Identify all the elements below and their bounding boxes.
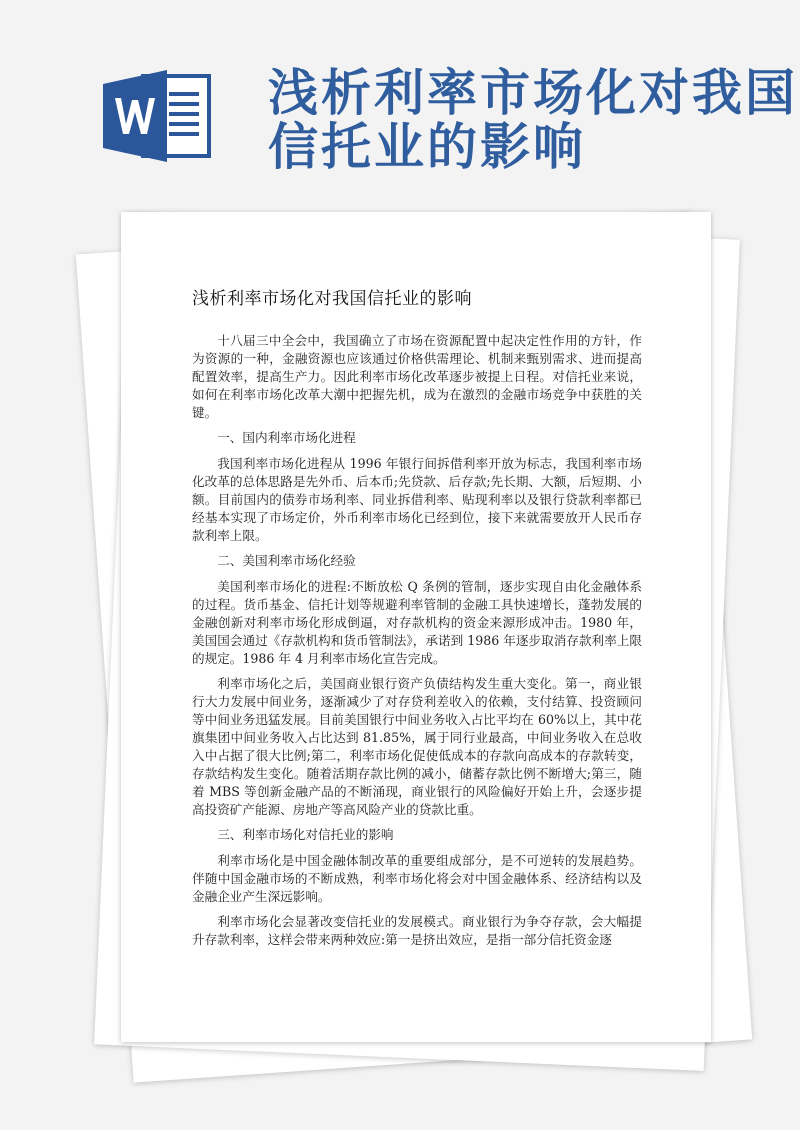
paragraph: 利率市场化会显著改变信托业的发展模式。商业银行为争夺存款，会大幅提升存款利率，这样会带来两种效应:第一是挤出效应，是指一部分信托资金逐: [192, 914, 642, 947]
document-page: [121, 212, 711, 1042]
document-body: [192, 332, 642, 956]
banner-title-line2: 信托业的影响: [268, 117, 586, 176]
paragraph: 我国利率市场化进程从 1996 年银行间拆借利率开放为标志，我国利率市场化改革的总体思路是先外币、后本币;先贷款、后存款;先长期、大额，后短期、小额。目前国内的债券市场利率、同业拆借利率、贴现利率以及银行贷款利率都已经基本实现了市场定价，外币利率市场化已经到位，接下来就需要放开人民币存款利率上限。: [192, 456, 642, 543]
section-heading: 二、美国利率市场化经验: [217, 553, 356, 568]
paragraph: 利率市场化是中国金融体制改革的重要组成部分，是不可逆转的发展趋势。伴随中国金融市场的不断成熟，利率市场化将会对中国金融体系、经济结构以及金融企业产生深远影响。: [192, 853, 642, 904]
word-document-icon: [103, 70, 215, 162]
header-banner: [0, 0, 800, 200]
section-heading: 三、利率市场化对信托业的影响: [217, 827, 394, 842]
paragraph: 十八届三中全会中，我国确立了市场在资源配置中起决定性作用的方针，作为资源的一种，金融资源也应该通过价格供需理论、机制来甄别需求、进而提高配置效率，提高生产力。因此利率市场化改革逐步被提上日程。对信托业来说，如何在利率市场化改革大潮中把握先机，成为在激烈的金融市场竞争中获胜的关键。: [192, 333, 642, 420]
paragraph: 美国利率市场化的进程:不断放松 Q 条例的管制，逐步实现自由化金融体系的过程。货币基金、信托计划等规避利率管制的金融工具快速增长，蓬勃发展的金融创新对利率市场化形成倒逼，对存款机构的资金来源形成冲击。1980 年，美国国会通过《存款机构和货币管制法》，承诺到 1986 年逐步取消存款利率上限的规定。1986 年 4 月利率市场化宣告完成。: [192, 579, 642, 666]
banner-title-line1: 浅析利率市场化对我国: [268, 63, 798, 122]
section-heading: 一、国内利率市场化进程: [217, 430, 356, 445]
document-title: 浅析利率市场化对我国信托业的影响: [192, 289, 472, 309]
paragraph: 利率市场化之后，美国商业银行资产负债结构发生重大变化。第一，商业银行大力发展中间业务，逐渐减少了对存贷利差收入的依赖，支付结算、投资顾问等中间业务迅猛发展。目前美国银行中间业务收入占比平均在 60%以上，其中花旗集团中间业务收入占比达到 81.85%，属于同行业最高，中间业务收入在总收入中占据了很大比例;第二，利率市场化促使低成本的存款向高成本的存款转变，存款结构发生变化。随着活期存款比例的减小，储蓄存款比例不断增大;第三，随着 MBS 等创新金融产品的不断涌现，商业银行的风险偏好开始上升，会逐步提高投资矿产能源、房地产等高风险产业的贷款比重。: [192, 676, 642, 817]
